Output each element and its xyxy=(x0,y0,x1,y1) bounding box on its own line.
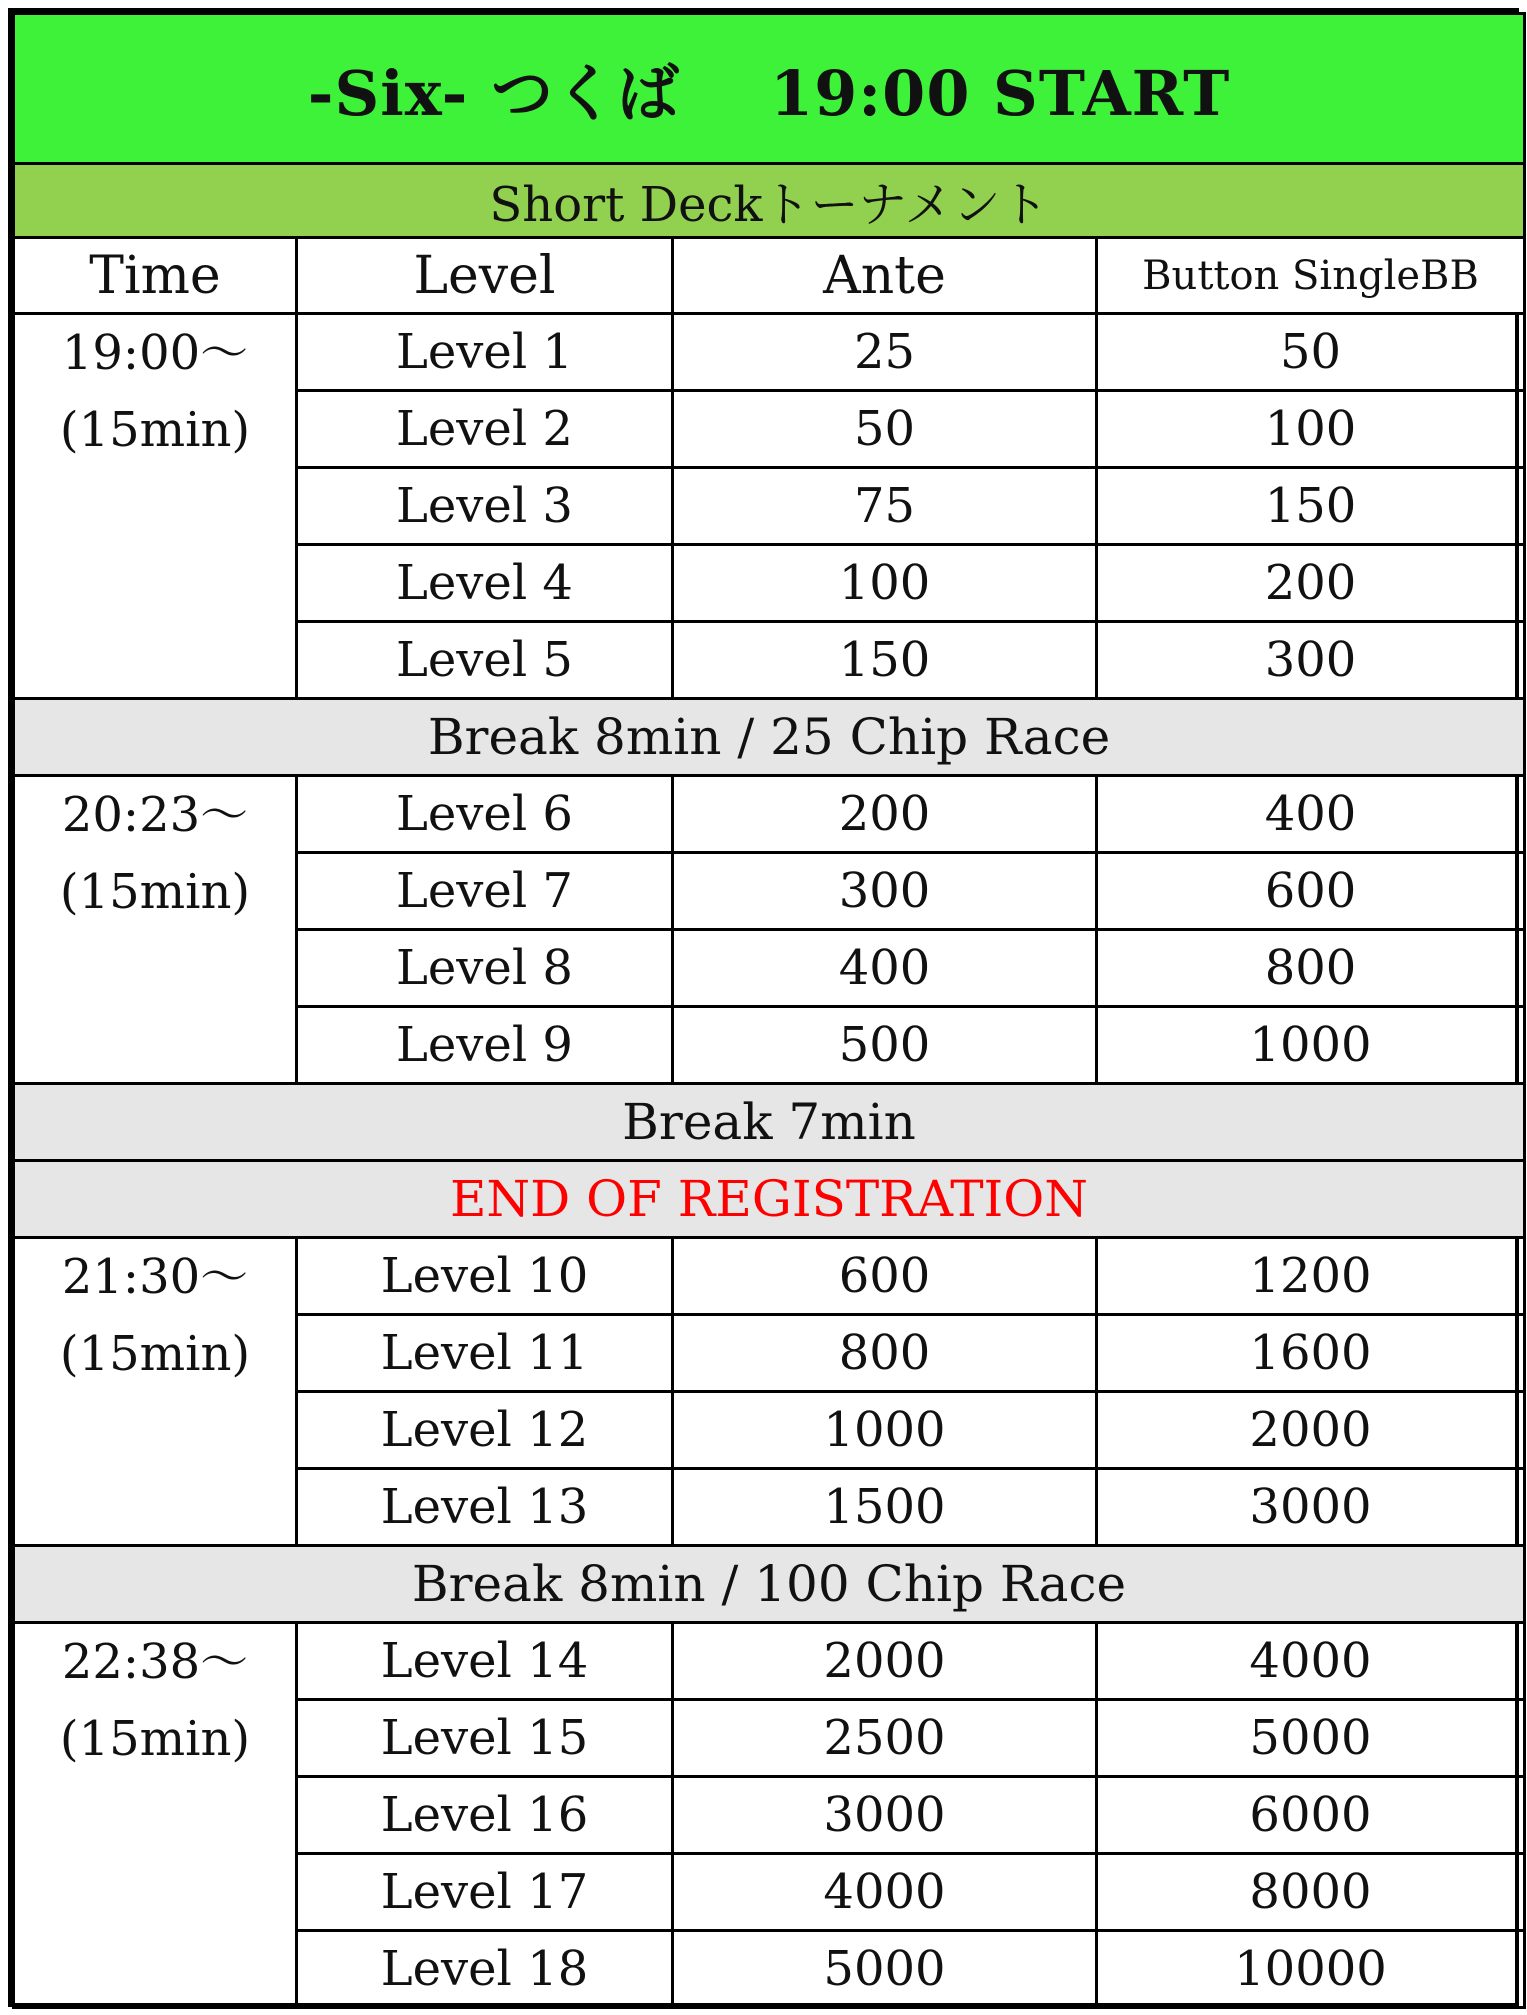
bb-cell: 300 xyxy=(1097,622,1525,699)
time-cell xyxy=(14,1238,297,1546)
table-row xyxy=(14,1238,1525,1315)
header-row xyxy=(14,238,1525,314)
ante-cell: 50 xyxy=(673,391,1097,468)
blind-structure-sheet xyxy=(8,8,1519,2007)
bb-cell: 10000 xyxy=(1097,1931,1525,2008)
bb-cell: 1000 xyxy=(1097,1007,1525,1084)
time-cell xyxy=(14,1623,297,2008)
level-cell: Level 8 xyxy=(297,930,673,1007)
block-start-time: 21:30～ xyxy=(61,1249,249,1305)
bb-cell: 600 xyxy=(1097,853,1525,930)
bb-cell: 1200 xyxy=(1097,1238,1525,1315)
ante-cell: 5000 xyxy=(673,1931,1097,2008)
registration-row xyxy=(14,1161,1525,1238)
bb-cell: 2000 xyxy=(1097,1392,1525,1469)
table-row xyxy=(14,1623,1525,1700)
bb-cell: 3000 xyxy=(1097,1469,1525,1546)
level-cell: Level 7 xyxy=(297,853,673,930)
tournament-subtitle: Short Deckトーナメント xyxy=(14,164,1525,238)
bb-cell: 1600 xyxy=(1097,1315,1525,1392)
block-start-time: 19:00～ xyxy=(61,325,249,381)
break-row xyxy=(14,699,1525,776)
level-cell: Level 6 xyxy=(297,776,673,853)
venue-name: -Six- つくば xyxy=(307,57,681,130)
bb-cell: 50 xyxy=(1097,314,1525,391)
level-cell: Level 17 xyxy=(297,1854,673,1931)
start-time: 19:00 START xyxy=(770,57,1231,130)
header-button-singlebb: Button SingleBB xyxy=(1097,238,1525,314)
ante-cell: 1000 xyxy=(673,1392,1097,1469)
level-cell: Level 4 xyxy=(297,545,673,622)
bb-cell: 6000 xyxy=(1097,1777,1525,1854)
level-cell: Level 13 xyxy=(297,1469,673,1546)
bb-cell: 100 xyxy=(1097,391,1525,468)
bb-cell: 4000 xyxy=(1097,1623,1525,1700)
time-cell xyxy=(14,776,297,1084)
break-label: Break 7min xyxy=(14,1084,1525,1161)
ante-cell: 75 xyxy=(673,468,1097,545)
title-row xyxy=(14,14,1525,164)
ante-cell: 150 xyxy=(673,622,1097,699)
ante-cell: 2000 xyxy=(673,1623,1097,1700)
ante-cell: 200 xyxy=(673,776,1097,853)
table-row xyxy=(14,314,1525,391)
bb-cell: 200 xyxy=(1097,545,1525,622)
break-label: Break 8min / 100 Chip Race xyxy=(14,1546,1525,1623)
table-row xyxy=(14,776,1525,853)
bb-cell: 400 xyxy=(1097,776,1525,853)
ante-cell: 3000 xyxy=(673,1777,1097,1854)
blind-structure-table xyxy=(12,12,1526,2009)
level-cell: Level 11 xyxy=(297,1315,673,1392)
level-cell: Level 12 xyxy=(297,1392,673,1469)
tournament-title xyxy=(14,14,1525,164)
ante-cell: 800 xyxy=(673,1315,1097,1392)
bb-cell: 5000 xyxy=(1097,1700,1525,1777)
ante-cell: 1500 xyxy=(673,1469,1097,1546)
time-cell xyxy=(14,314,297,699)
break-row xyxy=(14,1546,1525,1623)
ante-cell: 600 xyxy=(673,1238,1097,1315)
bb-cell: 150 xyxy=(1097,468,1525,545)
level-cell: Level 16 xyxy=(297,1777,673,1854)
header-level: Level xyxy=(297,238,673,314)
level-cell: Level 9 xyxy=(297,1007,673,1084)
ante-cell: 25 xyxy=(673,314,1097,391)
block-duration: (15min) xyxy=(59,402,251,458)
ante-cell: 4000 xyxy=(673,1854,1097,1931)
level-cell: Level 10 xyxy=(297,1238,673,1315)
break-label: Break 8min / 25 Chip Race xyxy=(14,699,1525,776)
ante-cell: 300 xyxy=(673,853,1097,930)
level-cell: Level 5 xyxy=(297,622,673,699)
header-ante: Ante xyxy=(673,238,1097,314)
block-duration: (15min) xyxy=(59,1711,251,1767)
level-cell: Level 1 xyxy=(297,314,673,391)
level-cell: Level 3 xyxy=(297,468,673,545)
break-row xyxy=(14,1084,1525,1161)
bb-cell: 8000 xyxy=(1097,1854,1525,1931)
block-duration: (15min) xyxy=(59,864,251,920)
end-of-registration-label: END OF REGISTRATION xyxy=(14,1161,1525,1238)
block-start-time: 22:38～ xyxy=(61,1634,249,1690)
ante-cell: 100 xyxy=(673,545,1097,622)
level-cell: Level 15 xyxy=(297,1700,673,1777)
block-start-time: 20:23～ xyxy=(61,787,249,843)
ante-cell: 400 xyxy=(673,930,1097,1007)
block-duration: (15min) xyxy=(59,1326,251,1382)
subtitle-row xyxy=(14,164,1525,238)
ante-cell: 500 xyxy=(673,1007,1097,1084)
bb-cell: 800 xyxy=(1097,930,1525,1007)
level-cell: Level 14 xyxy=(297,1623,673,1700)
ante-cell: 2500 xyxy=(673,1700,1097,1777)
level-cell: Level 2 xyxy=(297,391,673,468)
level-cell: Level 18 xyxy=(297,1931,673,2008)
header-time: Time xyxy=(14,238,297,314)
